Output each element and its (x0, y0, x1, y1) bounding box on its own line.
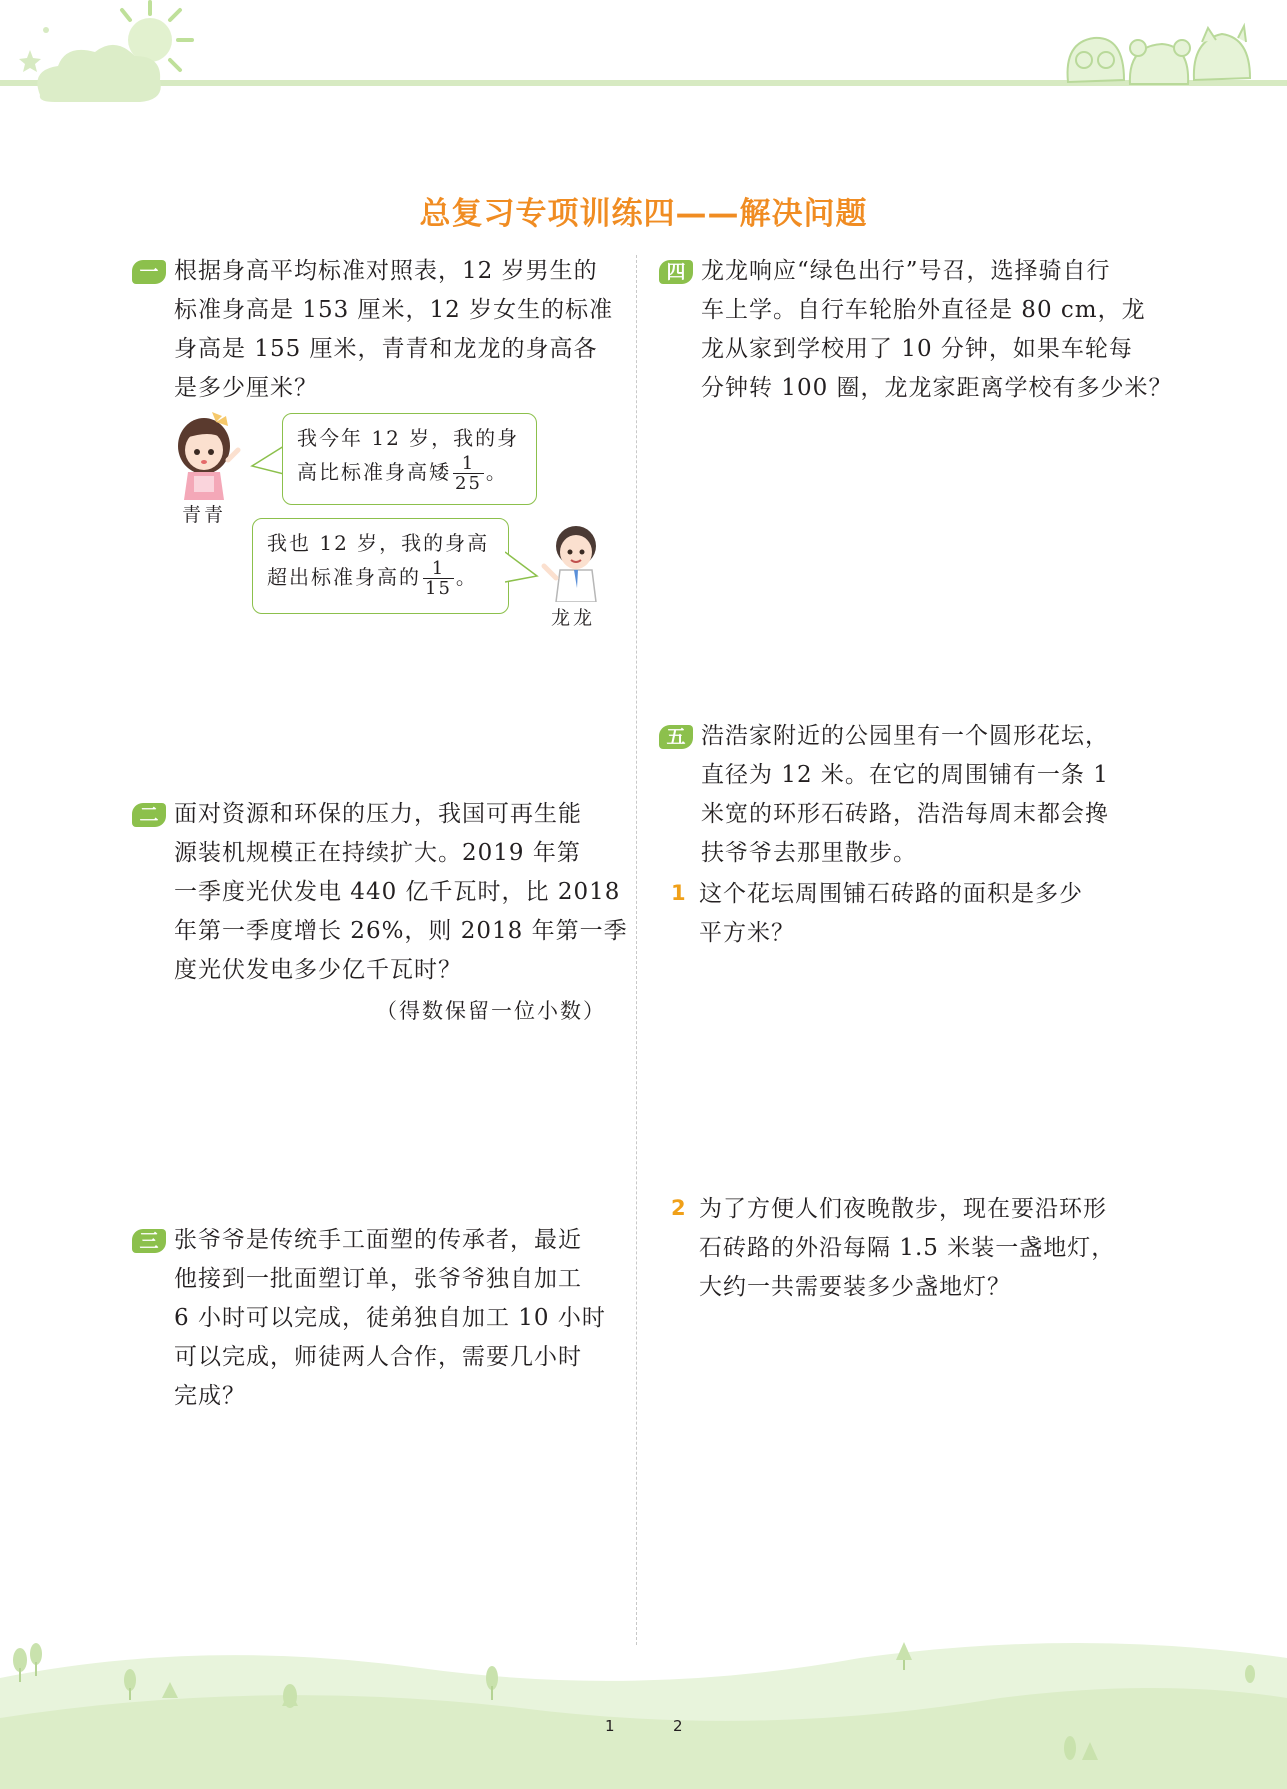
text-line: 面对资源和环保的压力，我国可再生能 (174, 801, 582, 827)
girl-speech-bubble (282, 413, 537, 505)
text-line: 他接到一批面塑订单，张爷爷独自加工 (174, 1266, 582, 1292)
bubble-line: 我也 12 岁，我的身高 (267, 531, 490, 555)
page-number-left: 1 (605, 1717, 615, 1735)
text-line: 平方米？ (699, 920, 795, 946)
question-5-text (701, 717, 1109, 873)
girl-character-icon (170, 410, 246, 502)
question-4-text (701, 252, 1173, 408)
text-line: 度光伏发电多少亿千瓦时？ (174, 957, 462, 983)
rounding-note: （得数保留一位小数） (376, 999, 606, 1023)
text-line: 年第一季度增长 26%，则 2018 年第一季 (174, 918, 628, 944)
question-2-text (174, 795, 628, 990)
bubble-text: 。 (485, 460, 508, 484)
fraction (453, 454, 484, 493)
question-badge-1: 一 (132, 260, 166, 284)
boy-name: 龙龙 (551, 607, 596, 629)
footer-hills (0, 1618, 1287, 1789)
question-badge-2: 二 (132, 803, 166, 827)
sub-question-2-text (699, 1190, 1115, 1307)
sub-question-1-text (699, 875, 1083, 953)
speech-bubble-tail (505, 548, 539, 588)
text-line: 源装机规模正在持续扩大。2019 年第 (174, 840, 581, 866)
text-line: 标准身高是 153 厘米，12 岁女生的标准 (174, 297, 614, 323)
fraction-denominator: 25 (455, 473, 482, 494)
text-line: 根据身高平均标准对照表，12 岁男生的 (174, 258, 598, 284)
fraction-numerator: 1 (423, 559, 454, 579)
text-line: 是多少厘米？ (174, 375, 318, 401)
page-number-right: 2 (673, 1717, 683, 1735)
text-line: 龙龙响应“绿色出行”号召，选择骑自行 (701, 258, 1111, 284)
text-line: 扶爷爷去那里散步。 (701, 840, 917, 866)
text-line: 浩浩家附近的公园里有一个圆形花坛， (701, 723, 1109, 749)
bubble-text: 。 (455, 565, 478, 589)
fraction (423, 559, 454, 598)
girl-name: 青青 (182, 504, 227, 526)
column-divider (636, 255, 637, 1645)
text-line: 大约一共需要装多少盏地灯？ (699, 1274, 1011, 1300)
text-line: 可以完成，师徒两人合作，需要几小时 (174, 1344, 582, 1370)
question-badge-4: 四 (659, 260, 693, 284)
sub-question-number-1: 1 (671, 881, 686, 905)
bubble-line: 我今年 12 岁，我的身 (297, 426, 520, 450)
text-line: 一季度光伏发电 440 亿千瓦时，比 2018 (174, 879, 621, 905)
text-line: 米宽的环形石砖路，浩浩每周末都会搀 (701, 801, 1109, 827)
text-line: 身高是 155 厘米，青青和龙龙的身高各 (174, 336, 598, 362)
text-line: 6 小时可以完成，徒弟独自加工 10 小时 (174, 1305, 606, 1331)
text-line: 完成？ (174, 1383, 246, 1409)
text-line: 直径为 12 米。在它的周围铺有一条 1 (701, 762, 1109, 788)
question-3-text (174, 1221, 606, 1416)
text-line: 张爷爷是传统手工面塑的传承者，最近 (174, 1227, 582, 1253)
text-line: 石砖路的外沿每隔 1.5 米装一盏地灯， (699, 1235, 1116, 1261)
bubble-line (297, 454, 522, 493)
fraction-numerator: 1 (453, 454, 484, 474)
question-badge-5: 五 (659, 725, 693, 749)
bubble-text: 超出标准身高的 (267, 565, 421, 589)
boy-speech-bubble (252, 518, 509, 614)
page-title: 总复习专项训练四——解决问题 (419, 196, 868, 232)
boy-character-icon (540, 522, 610, 602)
question-badge-3: 三 (132, 1229, 166, 1253)
cloud-sun-icon (0, 0, 210, 115)
bubble-text: 高比标准身高矮 (297, 460, 451, 484)
fraction-denominator: 15 (425, 578, 452, 599)
question-1-text (174, 252, 613, 408)
text-line: 车上学。自行车轮胎外直径是 80 cm，龙 (701, 297, 1146, 323)
text-line: 这个花坛周围铺石砖路的面积是多少 (699, 881, 1083, 907)
sub-question-number-2: 2 (671, 1196, 686, 1220)
bubble-line (267, 559, 494, 598)
text-line: 龙从家到学校用了 10 分钟，如果车轮每 (701, 336, 1133, 362)
animal-faces-icon (1060, 20, 1260, 90)
text-line: 分钟转 100 圈，龙龙家距离学校有多少米？ (701, 375, 1173, 401)
text-line: 为了方便人们夜晚散步，现在要沿环形 (699, 1196, 1107, 1222)
speech-bubble-tail (250, 440, 284, 480)
